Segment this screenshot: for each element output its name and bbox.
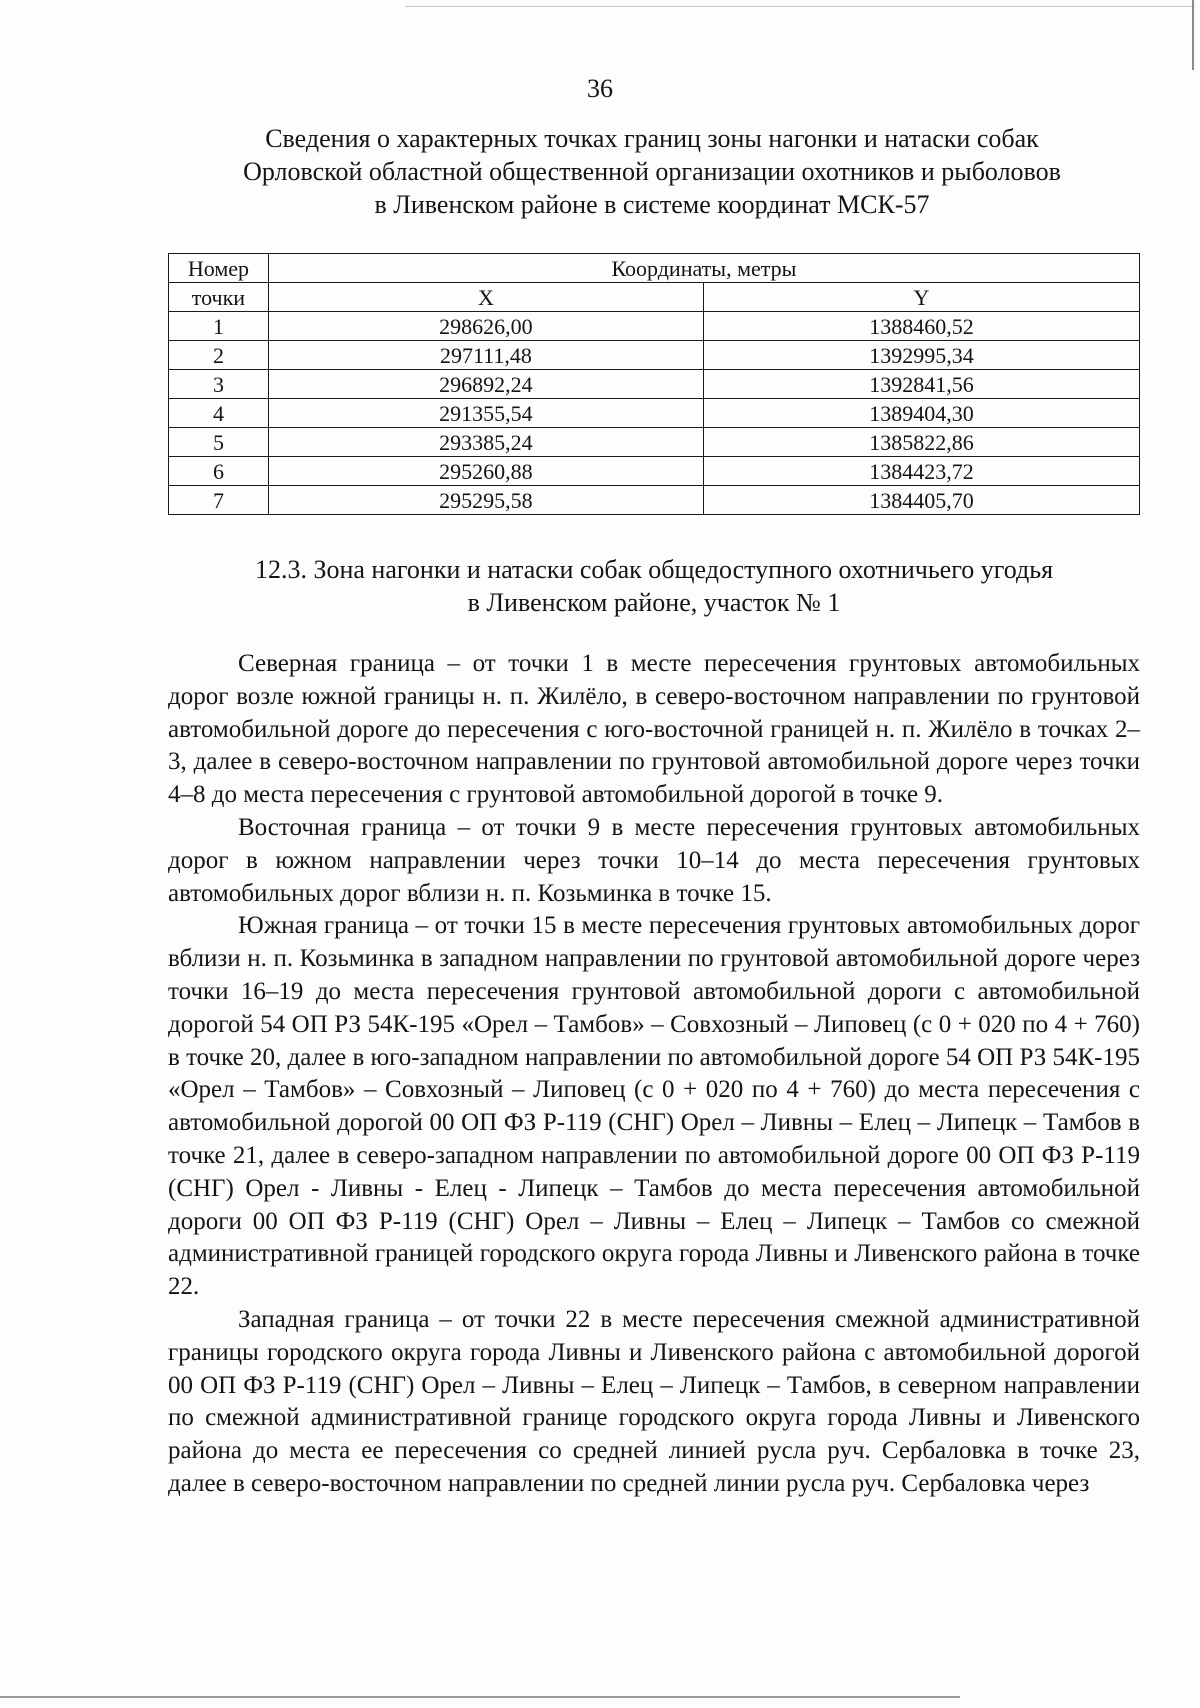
cell-y: 1388460,52	[703, 312, 1139, 341]
paragraph-west-boundary: Западная граница – от точки 22 в месте пересечения смежной административной границы городского округа города Ливны и Ливенского района с автомобильной дорогой 00 ОП ФЗ Р-119 (СНГ) Орел – Ливны – Елец – Липецк – Тамбов, в северном направлении по смежной административной границе городского округа города Ливны и Ливенского района до места ее пересечения со средней линией русла руч. Сербаловка в точке 23, далее в северо-восточном направлении по средней линии русла руч. Сербаловка через	[168, 1305, 1140, 1497]
scan-edge-top	[405, 6, 1195, 7]
cell-point-number: 4	[169, 399, 269, 428]
cell-point-number: 6	[169, 457, 269, 486]
page-number: 36	[587, 74, 613, 103]
header-y: Y	[703, 283, 1139, 312]
cell-x: 291355,54	[268, 399, 703, 428]
cell-y: 1385822,86	[703, 428, 1139, 457]
coordinates-table	[168, 253, 1140, 515]
paragraph-east-boundary: Восточная граница – от точки 9 в месте пересечения грунтовых автомобильных дорог в южном направлении через точки 10–14 до места пересечения грунтовых автомобильных дорог вблизи н. п. Козьминка в точке 15.	[168, 813, 1140, 907]
section-heading-line-1: 12.3. Зона нагонки и натаски собак общедоступного охотничьего угодья	[254, 555, 1054, 584]
section-heading-line-2: в Ливенском районе, участок № 1	[467, 588, 841, 617]
header-number-line2: точки	[169, 283, 269, 312]
scan-edge-right	[1192, 0, 1194, 70]
table-row	[169, 457, 1140, 486]
table-header-row-2	[169, 283, 1140, 312]
cell-x: 295295,58	[268, 486, 703, 515]
cell-point-number: 1	[169, 312, 269, 341]
cell-point-number: 7	[169, 486, 269, 515]
cell-x: 293385,24	[268, 428, 703, 457]
cell-point-number: 5	[169, 428, 269, 457]
table-row	[169, 399, 1140, 428]
header-coordinates: Координаты, метры	[268, 254, 1139, 283]
cell-x: 296892,24	[268, 370, 703, 399]
cell-y: 1384405,70	[703, 486, 1139, 515]
cell-y: 1389404,30	[703, 399, 1139, 428]
cell-y: 1384423,72	[703, 457, 1139, 486]
cell-x: 298626,00	[268, 312, 703, 341]
paragraph-south-boundary: Южная граница – от точки 15 в месте пересечения грунтовых автомобильных дорог вблизи н. п. Козьминка в западном направлении по грунтовой автомобильной дороге через точки 16–19 до места пересечения грунтовой автомобильной дороги с автомобильной дорогой 54 ОП РЗ 54К-195 «Орел – Тамбов» – Совхозный – Липовец (с 0 + 020 по 4 + 760) в точке 20, далее в юго-западном направлении по автомобильной дороге 54 ОП РЗ 54К-195 «Орел – Тамбов» – Совхозный – Липовец (с 0 + 020 по 4 + 760) до места пересечения с автомобильной дорогой 00 ОП ФЗ Р-119 (СНГ) Орел – Ливны – Елец – Липецк – Тамбов в точке 21, далее в северо-западном направлении по автомобильной дороге 00 ОП ФЗ Р-119 (СНГ) Орел - Ливны - Елец - Липецк – Тамбов до места пересечения автомобильной дороги 00 ОП ФЗ Р-119 (СНГ) Орел – Ливны – Елец – Липецк – Тамбов со смежной административной границей городского округа города Ливны и Ливенского района в точке 22.	[168, 912, 1140, 1301]
cell-point-number: 3	[169, 370, 269, 399]
paragraph-north-boundary: Северная граница – от точки 1 в месте пересечения грунтовых автомобильных дорог возле южной границы н. п. Жилёло, в северо-восточном направлении по грунтовой автомобильной дороге до пересечения с юго-восточной границей н. п. Жилёло в точках 2–3, далее в северо-восточном направлении по грунтовой автомобильной дороге через точки 4–8 до места пересечения с грунтовой автомобильной дорогой в точке 9.	[168, 650, 1140, 809]
table-header-row-1	[169, 254, 1140, 283]
cell-x: 297111,48	[268, 341, 703, 370]
cell-y: 1392841,56	[703, 370, 1139, 399]
cell-y: 1392995,34	[703, 341, 1139, 370]
title-line-1: Сведения о характерных точках границ зоны нагонки и натаски собак	[265, 124, 1039, 153]
cell-x: 295260,88	[268, 457, 703, 486]
document-title	[166, 122, 1138, 221]
header-x: X	[268, 283, 703, 312]
table-row	[169, 370, 1140, 399]
cell-point-number: 2	[169, 341, 269, 370]
scan-edge-bottom	[0, 1696, 960, 1698]
title-line-2: Орловской областной общественной организации охотников и рыболовов	[243, 157, 1061, 186]
section-heading	[168, 553, 1140, 619]
header-number-line1: Номер	[169, 254, 269, 283]
table-row	[169, 312, 1140, 341]
table-row	[169, 428, 1140, 457]
body-text	[168, 648, 1140, 1501]
table-row	[169, 341, 1140, 370]
table-row	[169, 486, 1140, 515]
title-line-3: в Ливенском районе в системе координат МСК-57	[374, 190, 930, 219]
